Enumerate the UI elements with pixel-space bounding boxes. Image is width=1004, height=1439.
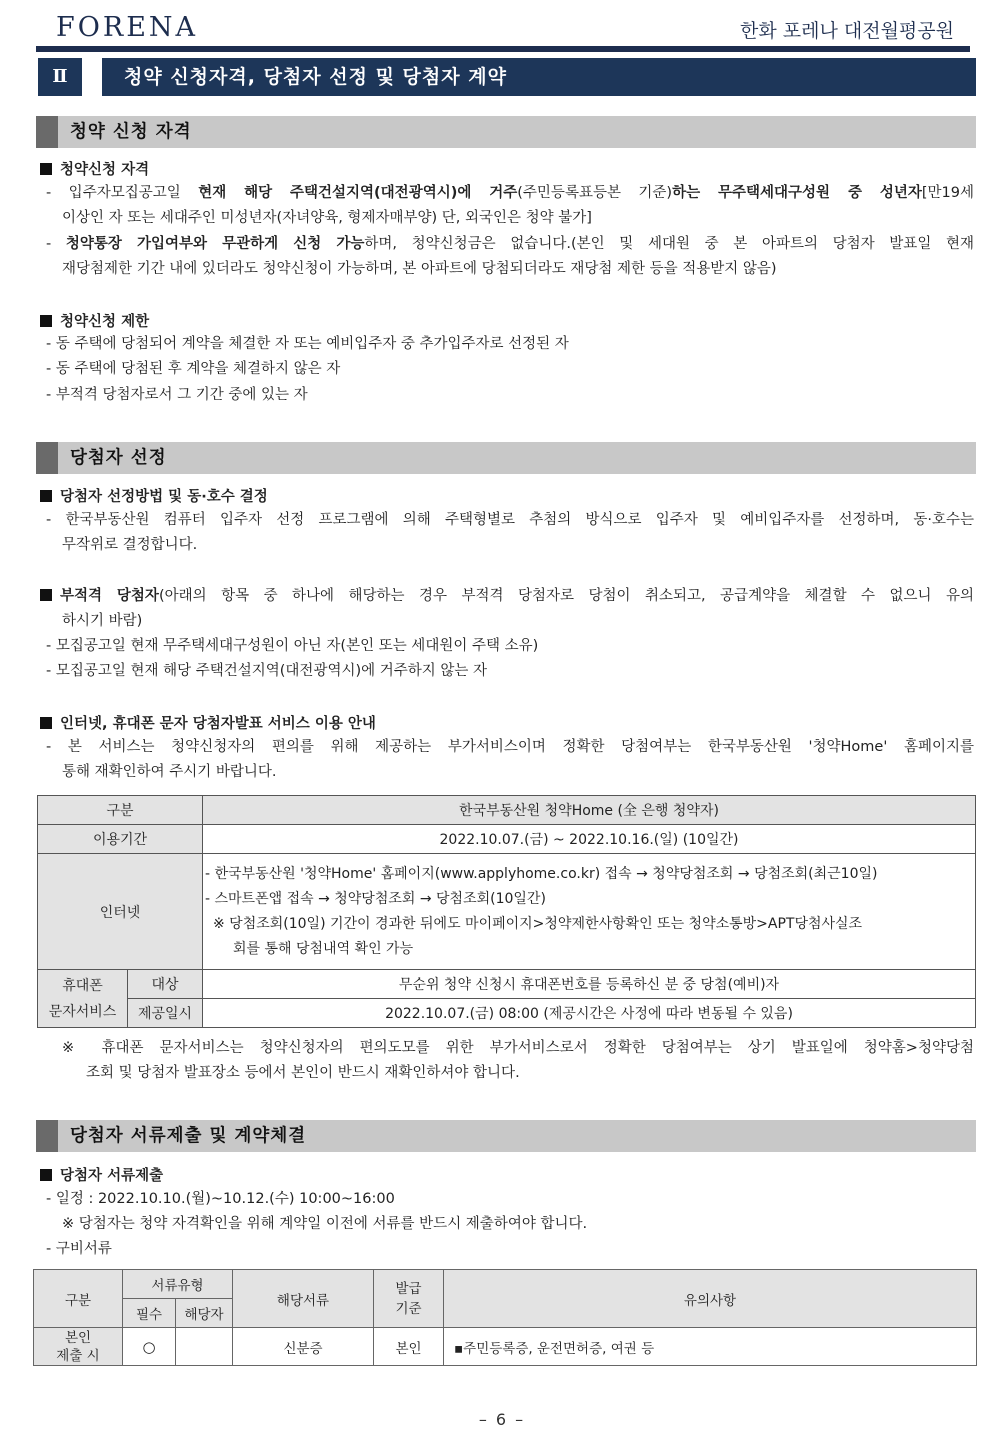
table-label-cell: 이용기간 [38, 825, 203, 854]
subheading-selection-method: 당첨자 선정방법 및 동·호수 결정 [40, 485, 268, 506]
schedule-note: ※ 당첨자는 청약 자격확인을 위해 계약일 이전에 서류를 반드시 제출하여야 합니다. [62, 1216, 588, 1232]
header-rule [36, 46, 970, 52]
page-number: – 6 – [478, 1410, 526, 1429]
table-value-cell: 2022.10.07.(금) ~ 2022.10.16.(일) (10일간) [203, 825, 976, 854]
eligibility-line-1: - 입주자모집공고일 현재 해당 주택건설지역(대전광역시)에 거주(주민등록표등본 기준)하는 무주택세대구성원 중 성년자[만19세 [46, 185, 974, 201]
eligibility-line-2: - 청약통장 가입여부와 무관하게 신청 가능하며, 청약신청금은 없습니다.(본인 및 세대원 중 본 아파트의 당첨자 발표일 현재 [46, 236, 974, 252]
table-header-cell: 구분 [34, 1270, 123, 1328]
page-header [36, 8, 970, 52]
table-header-cell: 해당자 [176, 1299, 233, 1328]
table-header-cell: 발급 기준 [374, 1270, 444, 1328]
selection-line-1-cont: 무작위로 결정합니다. [62, 537, 198, 553]
square-bullet-icon [40, 717, 52, 729]
subheading-eligibility: 청약신청 자격 [40, 158, 149, 179]
restriction-item: - 동 주택에 당첨된 후 계약을 체결하지 않은 자 [46, 361, 341, 377]
internet-note-line: 회를 통해 당첨내역 확인 가능 [233, 940, 414, 957]
table-label-cell: 본인 제출 시 [34, 1328, 123, 1366]
square-bullet-icon [40, 163, 52, 175]
notification-table [37, 795, 976, 1028]
note-cell: ▪주민등록증, 운전면허증, 여권 등 [444, 1328, 977, 1366]
mobile-service-note: ※ 휴대폰 문자서비스는 청약신청자의 편의도모를 위한 부가서비스로서 정확한 당첨여부는 상기 발표일에 청약홈>청약당첨 [62, 1040, 974, 1056]
table-value-cell: 2022.10.07.(금) 08:00 (제공시간은 사정에 따라 변동될 수 있음) [203, 999, 976, 1028]
table-header-cell: 해당서류 [233, 1270, 374, 1328]
table-value-cell: 무순위 청약 신청시 휴대폰번호를 등록하신 분 중 당첨(예비)자 [203, 970, 976, 999]
table-header-cell: 한국부동산원 청약Home (全 은행 청약자) [203, 796, 976, 825]
section-winner-selection [36, 442, 976, 474]
documents-table [33, 1269, 977, 1366]
table-header-cell: 서류유형 [123, 1270, 233, 1299]
subheading-documents: 당첨자 서류제출 [40, 1164, 163, 1185]
subheading-notification-service: 인터넷, 휴대폰 문자 당첨자발표 서비스 이용 안내 [40, 712, 376, 733]
restriction-item: - 부적격 당첨자로서 그 기간 중에 있는 자 [46, 387, 308, 403]
ineligible-item: - 모집공고일 현재 무주택세대구성원이 아닌 자(본인 또는 세대원이 주택 소유) [46, 638, 539, 654]
section-accent [36, 116, 58, 148]
section-eligibility [36, 116, 976, 148]
square-bullet-icon [40, 589, 52, 601]
section-title: 청약 신청 자격 [70, 122, 192, 142]
table-label-cell: 인터넷 [38, 854, 203, 970]
eligibility-line-1-cont: 이상인 자 또는 세대주인 미성년자(자녀양육, 형제자매부양) 단, 외국인은 청약 불가] [62, 210, 592, 226]
brand-title: 한화 포레나 대전월평공원 [740, 20, 954, 42]
ineligible-cont: 하시기 바람) [62, 613, 143, 629]
table-label-cell: 제공일시 [128, 999, 203, 1028]
table-header-cell: 유의사항 [444, 1270, 977, 1328]
schedule-line: - 일정 : 2022.10.10.(월)~10.12.(수) 10:00~16:00 [46, 1191, 395, 1207]
table-header-cell: 필수 [123, 1299, 176, 1328]
section-documents-contract [36, 1120, 976, 1152]
square-bullet-icon [40, 490, 52, 502]
table-label-cell: 대상 [128, 970, 203, 999]
selection-line-1: - 한국부동산원 컴퓨터 입주자 선정 프로그램에 의해 주택형별로 추첨의 방식으로 입주자 및 예비입주자를 선정하며, 동·호수는 [46, 512, 974, 528]
internet-note-line: ※ 당첨조회(10일) 기간이 경과한 뒤에도 마이페이지>청약제한사항확인 또는 청약소통방>APT당첨사실조 [213, 915, 863, 932]
mobile-service-note-cont: 조회 및 당첨자 발표장소 등에서 본인이 반드시 재확인하셔야 합니다. [86, 1065, 520, 1081]
table-header-cell: 구분 [38, 796, 203, 825]
internet-line: - 한국부동산원 '청약Home' 홈페이지(www.applyhome.co.kr) 접속 → 청약당첨조회 → 당첨조회(최근10일) [205, 865, 878, 882]
square-bullet-icon [40, 315, 52, 327]
docs-label: - 구비서류 [46, 1241, 112, 1257]
chapter-number: Ⅱ [38, 58, 82, 96]
mobile-service-label: 휴대폰 문자서비스 [38, 970, 128, 1028]
subheading-restrictions: 청약신청 제한 [40, 310, 149, 331]
section-title: 당첨자 서류제출 및 계약체결 [70, 1126, 307, 1146]
applicable-cell [176, 1328, 233, 1366]
required-mark: ○ [123, 1328, 176, 1366]
section-accent [36, 1120, 58, 1152]
service-line-1: - 본 서비스는 청약신청자의 편의를 위해 제공하는 부가서비스이며 정확한 당첨여부는 한국부동산원 '청약Home' 홈페이지를 [46, 739, 974, 755]
internet-info-cell [203, 854, 976, 970]
forena-logo: FORENA [56, 12, 199, 43]
ineligible-item: - 모집공고일 현재 해당 주택건설지역(대전광역시)에 거주하지 않는 자 [46, 663, 488, 679]
chapter-title-bar [38, 58, 976, 96]
square-bullet-icon [40, 1169, 52, 1181]
subheading-ineligible: 부적격 당첨자(아래의 항목 중 하나에 해당하는 경우 부적격 당첨자로 당첨이 취소되고, 공급계약을 체결할 수 없으니 유의 [40, 586, 974, 606]
section-title: 당첨자 선정 [70, 448, 167, 468]
restriction-item: - 동 주택에 당첨되어 계약을 체결한 자 또는 예비입주자 중 추가입주자로 선정된 자 [46, 336, 569, 352]
section-accent [36, 442, 58, 474]
issue-basis-cell: 본인 [374, 1328, 444, 1366]
doc-name-cell: 신분증 [233, 1328, 374, 1366]
internet-line: - 스마트폰앱 접속 → 청약당첨조회 → 당첨조회(10일간) [205, 890, 546, 907]
eligibility-line-2-cont: 재당첨제한 기간 내에 있더라도 청약신청이 가능하며, 본 아파트에 당첨되더라도 재당첨 제한 등을 적용받지 않음) [62, 261, 777, 277]
service-line-1-cont: 통해 재확인하여 주시기 바랍니다. [62, 764, 277, 780]
table-row [34, 1328, 977, 1366]
chapter-title: 청약 신청자격, 당첨자 선정 및 당첨자 계약 [102, 58, 976, 96]
